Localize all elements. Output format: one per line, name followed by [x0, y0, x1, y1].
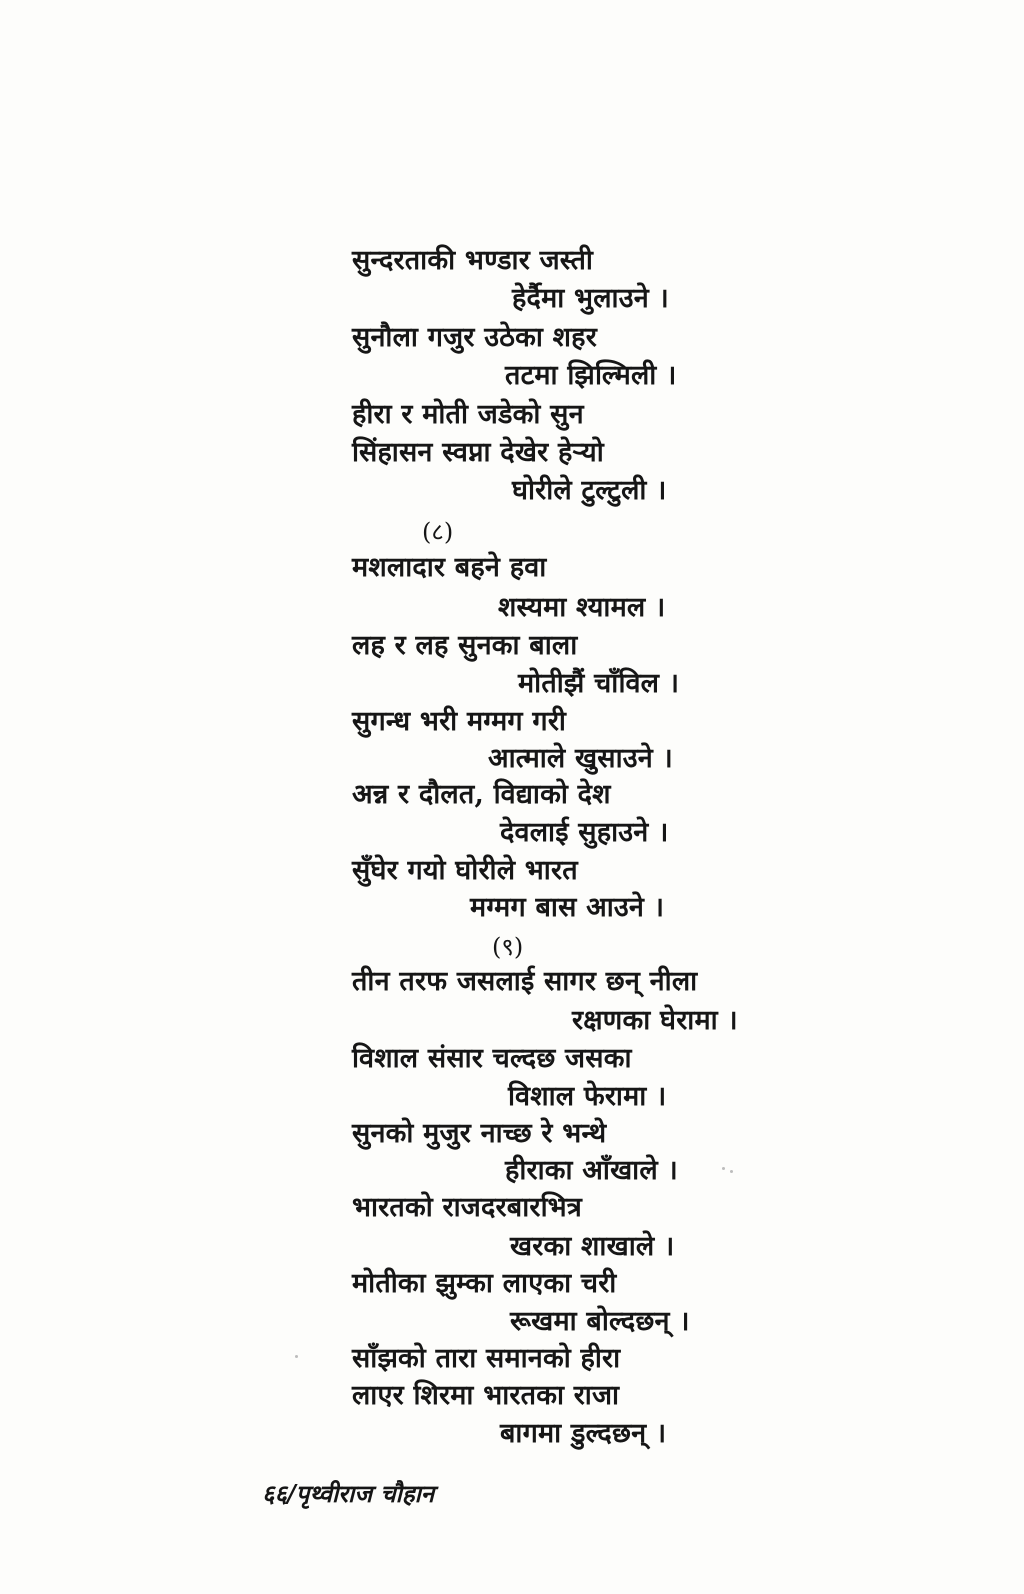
scan-speck: [722, 1167, 725, 1170]
poem-line: सुँघेर गयो घोरीले भारत: [352, 855, 578, 886]
stanza-number: (८): [422, 518, 454, 546]
poem-line: विशाल फेरामा ।: [508, 1081, 667, 1112]
poem-line: खरका शाखाले ।: [510, 1231, 675, 1262]
poem-line: सुनको मुजुर नाच्छ रे भन्थे: [352, 1118, 607, 1149]
poem-line: रक्षणका घेरामा ।: [572, 1005, 738, 1036]
poem-line: विशाल संसार चल्दछ जसका: [352, 1043, 632, 1074]
poem-line: साँझको तारा समानको हीरा: [352, 1343, 621, 1374]
scan-speck: [730, 1170, 733, 1173]
poem-line: हेर्दैमा भुलाउने ।: [512, 283, 669, 314]
poem-line: मोतीझैं चाँविल ।: [518, 668, 680, 699]
poem-line: मशलादार बहने हवा: [352, 552, 547, 583]
poem-line: शस्यमा श्यामल ।: [498, 592, 666, 623]
poem-line: हीराका आँखाले ।: [505, 1155, 678, 1186]
poem-line: रूखमा बोल्दछन् ।: [510, 1306, 690, 1337]
poem-line: आत्माले खुसाउने ।: [488, 743, 673, 774]
poem-line: मोतीका झुम्का लाएका चरी: [352, 1268, 617, 1299]
poem-line: सिंहासन स्वप्ना देखेर हेर्‍यो: [352, 437, 604, 468]
page-footer: ६६/पृथ्वीराज चौहान: [262, 1479, 435, 1508]
poem-line: लह र लह सुनका बाला: [352, 630, 578, 661]
poem-line: सुनौला गजुर उठेका शहर: [352, 322, 597, 353]
poem-line: सुन्दरताकी भण्डार जस्ती: [352, 245, 594, 276]
poem-line: हीरा र मोती जडेको सुन: [352, 399, 584, 430]
poem-line: सुगन्ध भरी मग्मग गरी: [352, 706, 567, 737]
poem-line: तीन तरफ जसलाई सागर छन् नीला: [352, 966, 698, 997]
poem-line: मग्मग बास आउने ।: [470, 892, 665, 923]
poem-line: लाएर शिरमा भारतका राजा: [352, 1380, 620, 1411]
scan-speck: [295, 1355, 298, 1358]
stanza-number: (९): [492, 933, 524, 961]
poem-line: देवलाई सुहाउने ।: [500, 817, 669, 848]
poem-line: अन्न र दौलत, विद्याको देश: [352, 779, 611, 810]
poem-line: घोरीले टुल्टुली ।: [512, 475, 667, 506]
poem-line: बागमा डुल्दछन् ।: [500, 1418, 667, 1449]
poem-line: भारतको राजदरबारभित्र: [352, 1192, 582, 1223]
poem-line: तटमा झिल्मिली ।: [505, 360, 677, 391]
